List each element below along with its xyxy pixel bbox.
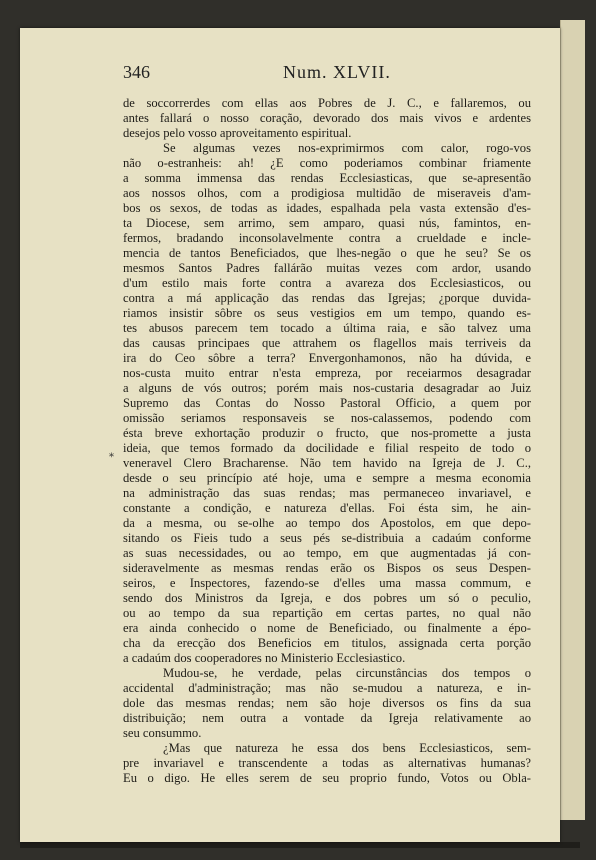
text-line: mesmos Santos Padres fallárão muitas vezes com ardor, usando — [123, 261, 531, 275]
running-title: Num. XLVII. — [283, 62, 391, 82]
text-line: mencia de tantos Beneficiados, que lhes-negão o que he seu? Se os — [123, 246, 531, 260]
page-shadow — [20, 842, 580, 848]
text-line: a somma immensa das rendas Ecclesiasticas, que se-apresentão — [123, 171, 531, 185]
margin-mark: * — [109, 452, 114, 463]
text-line: Supremo das Contas do Nosso Pastoral Officio, a quem por — [123, 396, 531, 410]
text-line: nos-custa muito entrar n'esta empreza, por receiarmos desagradar — [123, 366, 531, 380]
page-header — [123, 62, 543, 92]
text-line: distribuição; nem outra a vontade da Igreja relativamente ao — [123, 711, 531, 725]
text-line: d'um estilo mais forte contra a avareza dos Ecclesiasticos, ou — [123, 276, 531, 290]
text-line: ésta breve exhortação produzir o fructo, que nos-promette a justa — [123, 426, 531, 440]
text-line: da a mesma, ou se-olhe ao tempo dos Apostolos, em que depo- — [123, 516, 531, 530]
text-line: ira do Ceo sôbre a terra? Envergonhamonos, não ha dúvida, e — [123, 351, 531, 365]
text-line: desde o seu princípio até hoje, uma e sempre a mesma economia — [123, 471, 531, 485]
text-line: seiros, e Inspectores, fazendo-se d'elles uma massa commum, e — [123, 576, 531, 590]
text-line: Mudou-se, he verdade, pelas circunstâncias dos tempos o — [163, 666, 531, 680]
next-page-edge — [560, 20, 585, 820]
text-line: sitando os Fieis tudo a seus pés se-distribuia a cadaúm conforme — [123, 531, 531, 545]
text-line: ou ao tempo da sua repartição em certas partes, no qual não — [123, 606, 531, 620]
text-line: não o-estranheis: ah! ¿E como poderiamos combinar friamente — [123, 156, 531, 170]
text-line: pre invariavel e transcendente a todas as alternativas humanas? — [123, 756, 531, 770]
text-line: ta Diocese, sem arrimo, sem amparo, quasi nús, famintos, en- — [123, 216, 531, 230]
text-line: ideia, que temos formado da docilidade e filial respeito de todo o — [123, 441, 531, 455]
text-line: de soccorrerdes com ellas aos Pobres de J. C., e fallaremos, ou — [123, 96, 531, 110]
text-line: accidental d'administração; mas não se-mudou a natureza, e in- — [123, 681, 531, 695]
text-line: veneravel Clero Bracharense. Não tem havido na Igreja de J. C., — [123, 456, 531, 470]
text-line: a cadaúm dos cooperadores no Ministerio Ecclesiastico. — [123, 651, 406, 665]
text-line: omissão seriamos responsaveis se nos-calassemos, podendo com — [123, 411, 531, 425]
text-line: constante a condição, e natureza d'ellas. Foi ésta sim, he ain- — [123, 501, 531, 515]
text-line: ¿Mas que natureza he essa dos bens Ecclesiasticos, sem- — [163, 741, 531, 755]
text-line: Eu o digo. He elles serem de seu proprio fundo, Votos ou Obla- — [123, 771, 531, 785]
text-line: contra a má applicação das rendas das Igrejas; ¿porque duvida- — [123, 291, 531, 305]
text-line: na administração das suas rendas; mas permaneceo invariavel, e — [123, 486, 531, 500]
text-line: antes fallará o nosso coração, devorado dos mais vivos e ardentes — [123, 111, 531, 125]
text-line: a alguns de vós outros; porém mais nos-custaria desagradar ao Juiz — [123, 381, 531, 395]
text-line: tes abusos parecem tem tocado a última raia, e são talvez uma — [123, 321, 531, 335]
body-text — [123, 96, 531, 786]
text-line: seu consummo. — [123, 726, 202, 740]
text-line: fermos, bradando inconsolavelmente contra a crueldade e incle- — [123, 231, 531, 245]
text-line: desejos pelo vosso aproveitamento espiritual. — [123, 126, 352, 140]
text-line: sendo dos Ministros da Igreja, e dos pobres um só o peculio, — [123, 591, 531, 605]
text-line: bos os sexos, de todas as idades, espalhada pela vasta extensão d'es- — [123, 201, 531, 215]
text-line: era ainda conhecido o nome de Beneficiado, ou finalmente a épo- — [123, 621, 531, 635]
text-line: sideravelmente as mesmas rendas erão os Bispos os seus Despen- — [123, 561, 531, 575]
text-line: dole das mesmas rendas; nem são hoje diversos os fins da sua — [123, 696, 531, 710]
text-line: aos nossos olhos, com a prodigiosa multidão de miseraveis d'am- — [123, 186, 531, 200]
page-number: 346 — [123, 62, 150, 82]
text-line: riamos insistir sôbre os seus vestigios em um tempo, quando es- — [123, 306, 531, 320]
text-line: as suas necessidades, ou ao tempo, em que augmentadas já con- — [123, 546, 531, 560]
text-line: Se algumas vezes nos-exprimirmos com calor, rogo-vos — [163, 141, 531, 155]
text-line: cha da erecção dos Beneficios em titulos, assignada certa porção — [123, 636, 531, 650]
text-line: das causas principaes que attrahem os flagellos mais terriveis da — [123, 336, 531, 350]
